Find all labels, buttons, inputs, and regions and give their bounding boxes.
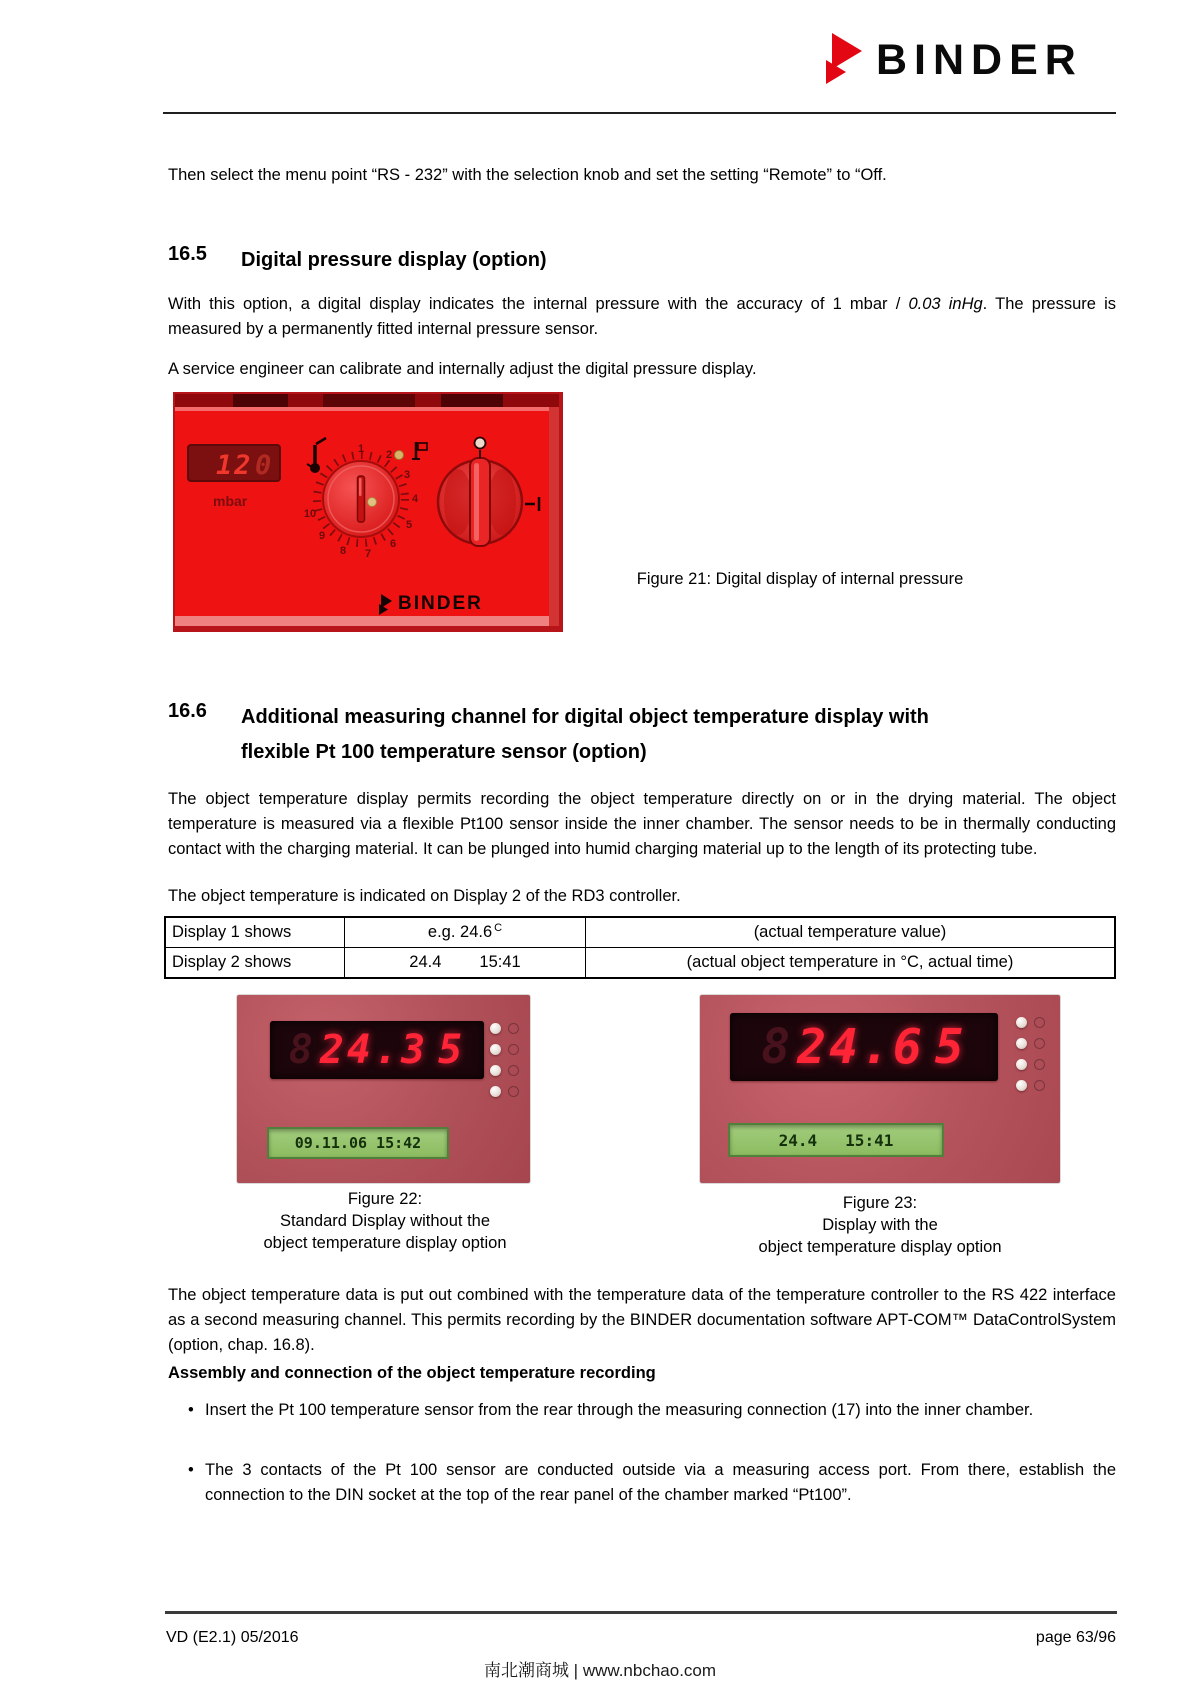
display2-temp: 24.4 [409,953,442,971]
switch-off-symbol [475,438,486,449]
figure22-lcd-display [267,1127,449,1159]
footer-page-number: page 63/96 [1035,1629,1116,1646]
dial-indicator-lamp [395,451,404,460]
binder-arrow-icon [826,33,868,87]
caption-line: Figure 22: [347,1190,423,1208]
indicator-led-2 [1016,1038,1027,1049]
alarm-icon [508,1044,519,1055]
bullet-marker: • [188,1461,194,1479]
table-row [165,948,1115,979]
display1-value-text: e.g. 24.6 [427,923,493,941]
p1-text-end: . The pressure is measured by a permanently fitted internal pressure sensor. [168,295,1116,338]
figure22-led-display [270,1021,484,1079]
pressure-led-display [188,445,280,481]
display2-value [345,948,586,979]
figure-23-photo [700,995,1060,1183]
caption-line: object temperature display option [263,1234,507,1252]
indicator-led-1 [490,1023,501,1034]
section-number: 16.5 [168,243,207,265]
section-16-5-paragraph-2: A service engineer can calibrate and internally adjust the digital pressure display. [168,360,757,378]
indicator-led-2 [490,1044,501,1055]
display2-time: 15:41 [479,953,521,971]
ghost-digit: 8 [761,1019,794,1075]
footer-rule [165,1611,1117,1614]
temperature-unit-digit: 5 [438,1027,466,1073]
heater-icon [1034,1017,1045,1028]
indicator-led-column [490,1023,519,1107]
figure-22-caption [170,1188,600,1254]
section-16-6-paragraph-2: The object temperature is indicated on Display 2 of the RD3 controller. [168,887,681,905]
section-16-5-paragraph-1 [168,292,1116,342]
heater-icon [508,1023,519,1034]
section-16-6-paragraph-3: The object temperature data is put out combined with the temperature data of the temperature controller to the RS 422 interface as a second measuring channel. This permits recording by the BINDER documentation software APT-COM™ DataControlSystem (option, chap. 16.8). [168,1286,1116,1354]
display-table [164,916,1116,979]
caption-line: Display with the [822,1216,938,1234]
mbar-unit-label: mbar [213,493,248,509]
dial-number-5: 5 [405,519,413,531]
dial-number-7: 7 [364,548,372,560]
intro-paragraph: Then select the menu point “RS - 232” with the selection knob and set the setting “Remote” to “Off. [168,166,887,184]
caption-line: Figure 23: [842,1194,918,1212]
figure-21-pressure-panel [173,392,563,632]
indicator-led-4 [490,1086,501,1097]
table-row [165,917,1115,948]
power-icon [508,1086,519,1097]
lcd-date-time: 09.11.06 15:42 [294,1134,422,1152]
section-16-5-heading [168,243,1118,278]
binder-logo-text: BINDER [876,35,1083,84]
section-title: Digital pressure display (option) [241,249,547,271]
figure-23-caption [660,1192,1100,1258]
indicator-led-3 [1016,1059,1027,1070]
dial-number-8: 8 [339,545,347,557]
section-title [241,700,929,770]
dial-number-9: 9 [318,530,326,542]
dial-number-1: 1 [357,443,365,455]
pressure-value: 12 [216,450,253,481]
temperature-value: 24.6 [797,1019,925,1075]
bullet-item-2 [188,1458,1116,1508]
watermark: 南北潮商城 | www.nbchao.com [483,1661,717,1680]
section-title-line1: Additional measuring channel for digital object temperature display with [241,706,929,728]
caption-line: Standard Display without the [279,1212,491,1230]
mode-icon [1034,1059,1045,1070]
bullet-text: The 3 contacts of the Pt 100 sensor are conducted outside via a measuring access port. From there, establish the connection to the DIN socket at the top of the rear panel of the chamber marked “Pt100”. [205,1461,1116,1504]
bullet-item-1 [188,1398,1116,1423]
lcd-time: 15:41 [845,1130,894,1150]
section-16-6-paragraph-1: The object temperature display permits recording the object temperature directly on or in the drying material. The object temperature is measured via a flexible Pt100 sensor inside the inner chamber. The sensor needs to be in thermally conducting contact with the charging material. It can be plunged into humid charging material up to the length of its protecting tube. [168,790,1116,858]
dial-number-4: 4 [411,493,419,505]
figure23-lcd-display [728,1123,944,1157]
binder-logo [826,36,1116,84]
bullet-text: Insert the Pt 100 temperature sensor from the rear through the measuring connection (17) into the inner chamber. [205,1401,1034,1419]
bullet-marker: • [188,1401,194,1419]
figure-21-caption: Figure 21: Digital display of internal pressure [636,570,964,588]
temperature-value: 24.3 [319,1027,429,1073]
section-16-6-heading [168,700,1118,770]
footer-doc-id: VD (E2.1) 05/2016 [166,1629,299,1646]
dial-number-6: 6 [389,538,397,550]
display2-desc: (actual object temperature in °C, actual time) [586,948,1116,979]
ghost-digit: 8 [288,1027,316,1073]
dial-number-10: 10 [303,508,317,520]
display1-value [345,917,586,948]
figure23-led-display [730,1013,998,1081]
p1-text: With this option, a digital display indicates the internal pressure with the accuracy of 1 mbar / [168,295,909,313]
display1-value-sup: C [494,922,503,934]
power-icon [1034,1080,1045,1091]
display1-desc: (actual temperature value) [586,917,1116,948]
display2-label: Display 2 shows [165,948,345,979]
header-rule [163,112,1116,114]
figure-22-photo [237,995,530,1183]
section-title-line2: flexible Pt 100 temperature sensor (option) [241,741,647,763]
indicator-led-1 [1016,1017,1027,1028]
indicator-led-column [1016,1017,1045,1101]
temperature-unit-digit: 5 [934,1019,967,1075]
caption-line: object temperature display option [758,1238,1002,1256]
pressure-value-dim-digit: 0 [255,450,272,481]
section-number: 16.6 [168,700,207,722]
display1-label: Display 1 shows [165,917,345,948]
dial-number-2: 2 [385,449,393,461]
indicator-led-4 [1016,1080,1027,1091]
panel-binder-text: BINDER [398,593,483,614]
indicator-led-3 [490,1065,501,1076]
dial-number-3: 3 [403,469,411,481]
lcd-object-temp: 24.4 [778,1130,818,1150]
alarm-icon [1034,1038,1045,1049]
p1-italic-text: 0.03 inHg [908,295,983,313]
assembly-heading: Assembly and connection of the object temperature recording [168,1364,656,1382]
mode-icon [508,1065,519,1076]
